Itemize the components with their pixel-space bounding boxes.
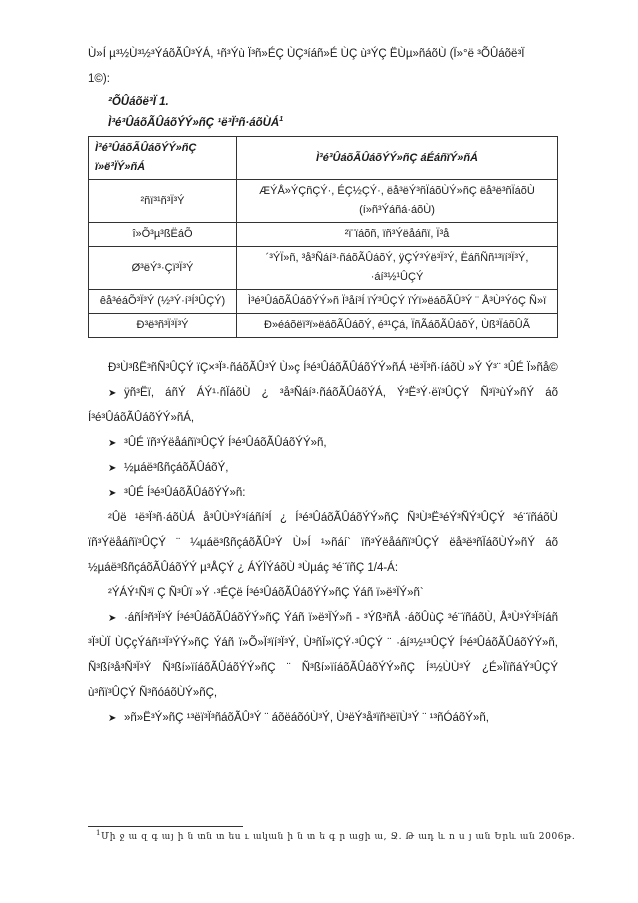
footnote-number: 1 <box>96 829 102 837</box>
table-row <box>89 180 558 223</box>
table-label: ²ÕÛáõë³Ï 1. <box>108 96 169 108</box>
table-cell: ÆÝÅ»ÝÇñÇÝ·, ÉÇ½ÇÝ·, ëå³ëÝ³ñÏáõÙÝ»ñÇ ëå³ë³ñÏáõÙ (í»ñ³Ýáñá·áõÙ) <box>237 180 558 223</box>
table-cell: Ì³é³ÛáõÃÛáõÝÝ»ñ Ï³åí³Í ïÝ³ÛÇÝ ïÝï»ëáõÃÛ³Ý ¨ Å³Ù³ÝóÇ Ñ»ï <box>237 290 558 314</box>
footnote-text: Մի ջ ա զ գ այ ի ն տն տ ես ւ ական ի ն տ ե գ ր ացի ա, Ջ. Թ ադ և ո ս յ ան Երև ան 2006թ. <box>101 832 576 842</box>
body-paragraph-1: Ð³Ù³ßË³ñÑ³ÛÇÝ ïÇ×³Ï³·ñáõÃÛ³Ý Ù»ç Í³é³ÛáõÃÛáõÝÝ»ñÁ ¹ë³Ï³ñ·íáõÙ »Ý Ý³¨ ³ÛÉ Ï»ñå© <box>108 362 558 374</box>
table-cell: Ð³ë³ñ³Ï³Ï³Ý <box>89 314 237 338</box>
table-cell: ²ï¨ïáõñ, ïñ³Ýëåáñï, Ï³å <box>237 223 558 247</box>
table-cell: ´³ÝÏ»ñ, ³å³Ñáí³·ñáõÃÛáõÝ, ÿÇÝ³Ýë³Ï³Ý, ËáñÑñ¹³ïí³Ï³Ý, ·áí³½¹ÛÇÝ <box>237 247 558 290</box>
list-item-text: ·áñÍ³ñ³Ï³Ý Í³é³ÛáõÃÛáõÝÝ»ñÇ Ýáñ ï»ë³ÏÝ»ñ - ³Ýß³ñÅ ·áõÛùÇ ³é¨ïñáõÙ, Å³Ù³Ý³Ï³íáñ ³Ï³ÙÏ ÙÇçÝáñ¹³Ï³ÝÝ»ñÇ Ýáñ ï»Õ»Ï³ïí³Ï³Ý, Ù³ñÏ»ïÇÝ·³ÛÇÝ ¨ ·áí³½¹³ÛÇÝ Í³é³ÛáõÃÛáõÝÝ»ñ, Ñ³ßí³å³Ñ³Ï³Ý Ñ³ßí»ïíáõÃÛáõÝÝ»ñÇ ¨ Ñ³ßí»ïíáõÃÛáõÝÝ»ñÇ Í³½ÙÙ³Ý ¿É»ÏïñáÝ³ÛÇÝ ù³ñï³ÛÇÝ Ñ³ñóáõÙÝ»ñÇ, <box>88 612 558 699</box>
arrow-bullet-icon: ➤ <box>108 388 117 399</box>
list-item <box>88 431 558 456</box>
arrow-bullet-icon: ➤ <box>108 463 117 474</box>
arrow-bullet-icon: ➤ <box>108 713 117 724</box>
arrow-bullet-icon: ➤ <box>108 613 117 624</box>
intro-line-2: 1©): <box>88 73 110 85</box>
document-page <box>88 42 558 731</box>
arrow-bullet-icon: ➤ <box>108 488 117 499</box>
table-cell: ²ñï³¹ñ³Ï³Ý <box>89 180 237 223</box>
list-item-text: »ñ»Ë³Ý»ñÇ ¹³ëï³Ï³ñáõÃÛ³Ý ¨ áõëáõóÙ³Ý, Ù³ëÝ³å³ïñ³ëïÙ³Ý ¨ ¹³ñÓáõÝ»ñ, <box>124 712 489 724</box>
list-item-text: ³ÛÉ Í³é³ÛáõÃÛáõÝÝ»ñ: <box>124 487 246 499</box>
list-item <box>88 706 558 731</box>
intro-paragraph <box>88 42 558 92</box>
table-header-cell: Ì³é³ÛáõÃÛáõÝÝ»ñÇ áÉáñïÝ»ñÁ <box>237 137 558 180</box>
list-item-text: ÿñ³Ëï, áñÝ ÁÝ¹·ñÏáõÙ ¿ ³å³Ñáí³·ñáõÃÛáõÝÁ, Ý³Ë³Ý·ëï³ÛÇÝ Ñ³ï³ùÝ»ñÝ áõ Í³é³ÛáõÃÛáõÝÝ»ñÁ, <box>88 387 558 424</box>
table-cell: î»Õ³µ³ßËáÕ <box>89 223 237 247</box>
table-row <box>89 314 558 338</box>
table-header-row <box>89 137 558 180</box>
table-cell: êå³éáÕ³Ï³Ý (½³Ý·í³Í³ÛÇÝ) <box>89 290 237 314</box>
table-row <box>89 223 558 247</box>
list-item <box>88 381 558 431</box>
table-header-cell: Ì³é³ÛáõÃÛáõÝÝ»ñÇ ï»ë³ÏÝ»ñÁ <box>89 137 237 180</box>
footnote-divider <box>88 826 243 827</box>
footnote <box>96 829 576 842</box>
intro-line-1: Ù»Í µ³½Ù³½³ÝáõÃÛ³ÝÁ, ¹ñ³Ýù Ï³ñ»ÉÇ ÙÇ³íáñ»É ÙÇ ù³ÝÇ ËÙµ»ñáõÙ (Ï»°ë ³ÕÛáõë³Ï <box>88 48 525 60</box>
arrow-bullet-icon: ➤ <box>108 438 117 449</box>
table-cell: Ø³ëÝ³·Çï³Ï³Ý <box>89 247 237 290</box>
list-item <box>88 481 558 506</box>
list-item-text: ½µáë³ßñçáõÃÛáõÝ, <box>124 462 229 474</box>
table-row <box>89 247 558 290</box>
footnote-ref: 1 <box>279 116 284 124</box>
table-cell: Ð»éáõëï³ï»ëáõÃÛáõÝ, é³¹Çá, ÏñÃáõÃÛáõÝ, Ùß³ÏáõÛÃ <box>237 314 558 338</box>
table-caption-text: Ì³é³ÛáõÃÛáõÝÝ»ñÇ ¹ë³Ï³ñ·áõÙÁ <box>108 117 280 129</box>
services-table <box>88 136 558 338</box>
body-paragraph-3: ²ÝÁÝ¹Ñ³ï Ç Ñ³Ûï »Ý ·³ÉÇë Í³é³ÛáõÃÛáõÝÝ»ñÇ Ýáñ ï»ë³ÏÝ»ñ` <box>108 587 424 599</box>
list-item <box>88 456 558 481</box>
list-item-text: ³ÛÉ ïñ³Ýëåáñï³ÛÇÝ Í³é³ÛáõÃÛáõÝÝ»ñ, <box>124 437 327 449</box>
list-item <box>88 606 558 706</box>
table-row <box>89 290 558 314</box>
body-paragraph-2: ²Ûë ¹ë³Ï³ñ·áõÙÁ å³ÛÙ³Ý³íáñí³Í ¿ Í³é³ÛáõÃÛáõÝÝ»ñÇ Ñ³Ù³Ë³éÝ³ÑÝ³ÛÇÝ ³é¨ïñáõÙ ïñ³Ýëåáñï³ÛÇÝ ¨ ¼µáë³ßñçáõÃÛ³Ý Ù»Í ¹»ñáí` ïñ³Ýëåáñï³ÛÇÝ ëå³ë³ñÏáõÙÝ»ñÝ áõ ½µáë³ßñçáõÃÛáõÝÝ µ³ÅÇÝ ¿ ÁÝÏÝáõÙ ³Ùµáç ³é¨ïñÇ 1/4-Á: <box>88 512 558 574</box>
table-caption <box>88 113 558 134</box>
